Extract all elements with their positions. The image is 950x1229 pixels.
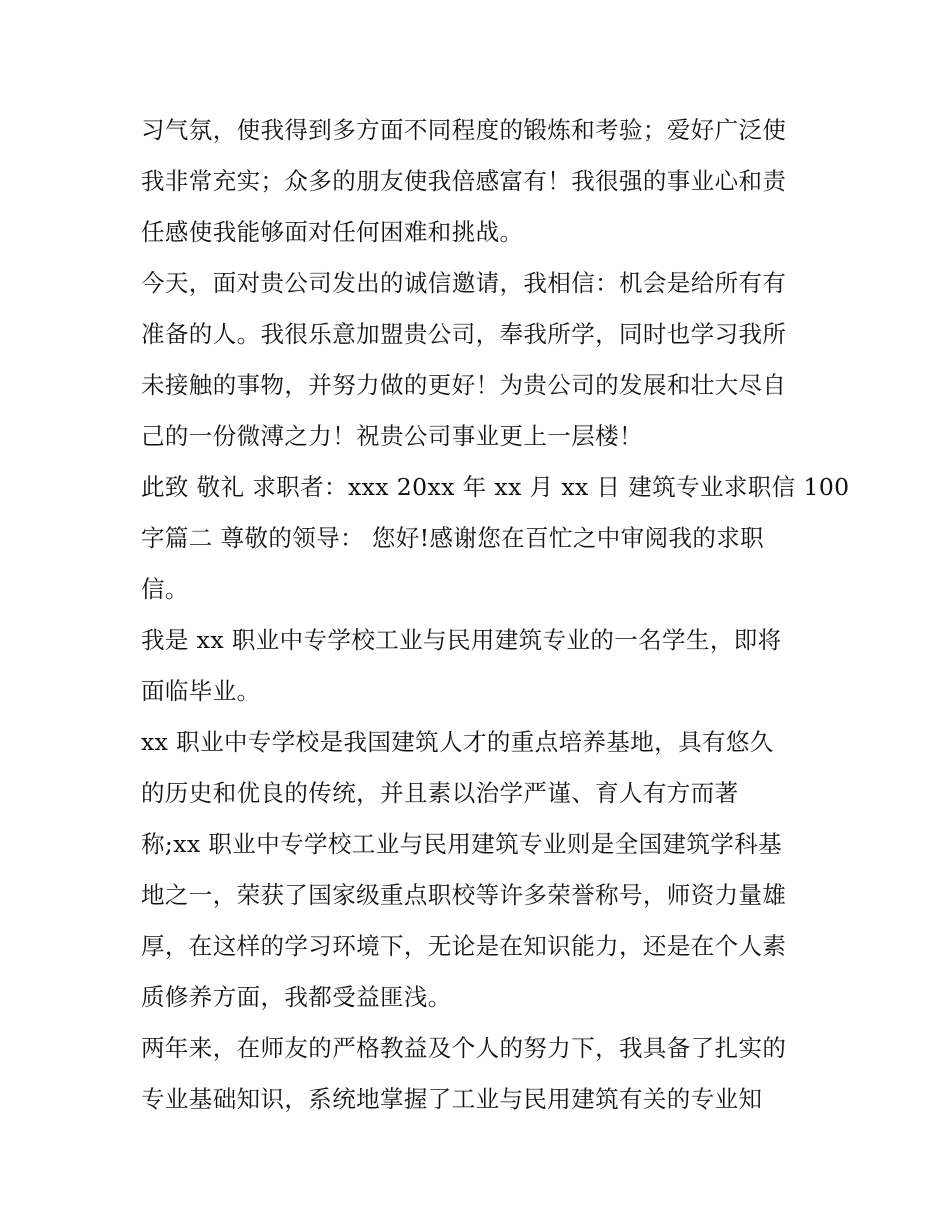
text-line: 称;xx 职业中专学校工业与民用建筑专业则是全国建筑学科基 (141, 830, 782, 858)
text-line: 两年来，在师友的严格教益及个人的努力下，我具备了扎实的 (141, 1034, 787, 1062)
text-line: 习气氛，使我得到多方面不同程度的锻炼和考验；爱好广泛使 (141, 116, 787, 144)
text-line: 任感使我能够面对任何困难和挑战。 (141, 218, 524, 246)
text-line: 地之一，荣获了国家级重点职校等许多荣誉称号，师资力量雄 (141, 881, 787, 909)
text-line: 此致 敬礼 求职者：xxx 20xx 年 xx 月 xx 日 建筑专业求职信 100 (141, 473, 850, 501)
text-line: 字篇二 尊敬的领导： 您好!感谢您在百忙之中审阅我的求职 (141, 524, 765, 552)
text-line: 面临毕业。 (141, 677, 261, 705)
text-line: 己的一份微溥之力！祝贵公司事业更上一层楼！ (141, 422, 643, 450)
text-line: 未接触的事物，并努力做的更好！为贵公司的发展和壮大尽自 (141, 371, 787, 399)
text-line: 我是 xx 职业中专学校工业与民用建筑专业的一名学生，即将 (141, 626, 782, 654)
text-line: 今天，面对贵公司发出的诚信邀请，我相信：机会是给所有有 (141, 269, 787, 297)
text-line: 准备的人。我很乐意加盟贵公司，奉我所学，同时也学习我所 (141, 320, 787, 348)
text-line: 的历史和优良的传统，并且素以治学严谨、育人有方而著 (141, 779, 739, 807)
text-line: 质修养方面，我都受益匪浅。 (141, 983, 452, 1011)
text-line: 我非常充实；众多的朋友使我倍感富有！我很强的事业心和责 (141, 167, 787, 195)
text-line: 厚，在这样的学习环境下，无论是在知识能力，还是在个人素 (141, 932, 787, 960)
text-line: 信。 (141, 575, 189, 603)
text-line: xx 职业中专学校是我国建筑人才的重点培养基地，具有悠久 (141, 728, 774, 756)
text-line: 专业基础知识，系统地掌握了工业与民用建筑有关的专业知 (141, 1085, 763, 1113)
